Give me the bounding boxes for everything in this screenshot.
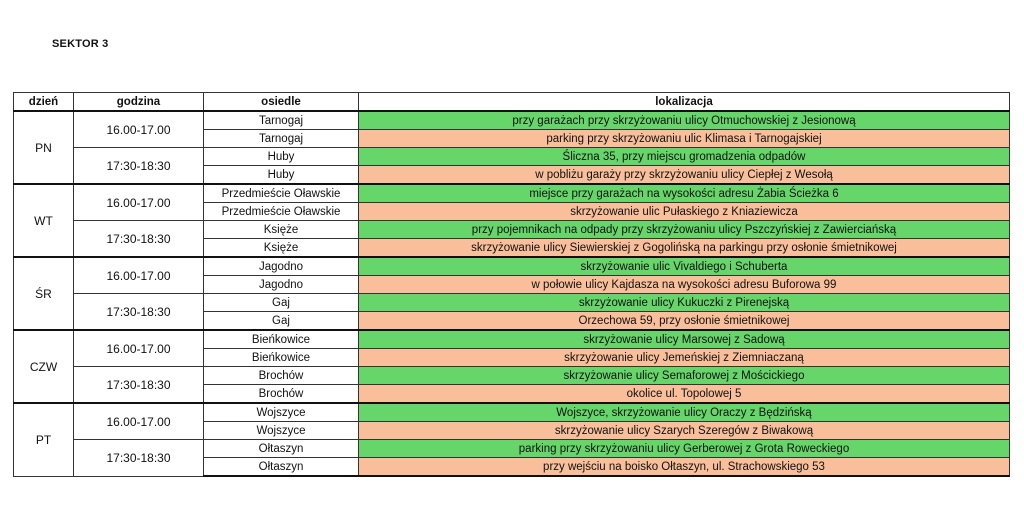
location-cell: przy pojemnikach na odpady przy skrzyżowaniu ulicy Pszczyńskiej z Zawierciańską [359, 221, 1010, 239]
location-cell: skrzyżowanie ulicy Siewierskiej z Gogolińską na parkingu przy osłonie śmietnikowej [359, 239, 1010, 258]
district-cell: Brochów [204, 385, 359, 404]
district-cell: Wojszyce [204, 422, 359, 440]
district-cell: Przedmieście Oławskie [204, 203, 359, 221]
district-cell: Jagodno [204, 257, 359, 276]
time-cell: 17:30-18:30 [74, 221, 204, 258]
location-cell: skrzyżowanie ulicy Marsowej z Sadową [359, 330, 1010, 349]
schedule-table [13, 92, 1010, 477]
district-cell: Brochów [204, 367, 359, 385]
table-row [14, 403, 1010, 422]
location-cell: okolice ul. Topolowej 5 [359, 385, 1010, 404]
district-cell: Księże [204, 221, 359, 239]
day-cell: PT [14, 403, 74, 476]
district-cell: Huby [204, 166, 359, 185]
table-row [14, 330, 1010, 349]
header-district: osiedle [204, 93, 359, 112]
time-cell: 17:30-18:30 [74, 294, 204, 331]
location-cell: skrzyżowanie ulicy Szarych Szeregów z Biwakową [359, 422, 1010, 440]
sector-title: SEKTOR 3 [52, 38, 109, 50]
time-cell: 16.00-17.00 [74, 403, 204, 440]
location-cell: skrzyżowanie ulicy Jemeńskiej z Ziemniaczaną [359, 349, 1010, 367]
day-cell: PN [14, 111, 74, 184]
time-cell: 17:30-18:30 [74, 367, 204, 404]
time-cell: 16.00-17.00 [74, 257, 204, 294]
table-row [14, 111, 1010, 130]
district-cell: Bieńkowice [204, 349, 359, 367]
header-row [14, 93, 1010, 112]
district-cell: Przedmieście Oławskie [204, 184, 359, 203]
district-cell: Tarnogaj [204, 130, 359, 148]
header-day: dzień [14, 93, 74, 112]
table-row [14, 367, 1010, 385]
district-cell: Ołtaszyn [204, 440, 359, 458]
location-cell: przy garażach przy skrzyżowaniu ulicy Otmuchowskiej z Jesionową [359, 111, 1010, 130]
district-cell: Ołtaszyn [204, 458, 359, 477]
time-cell: 16.00-17.00 [74, 330, 204, 367]
district-cell: Huby [204, 148, 359, 166]
location-cell: Orzechowa 59, przy osłonie śmietnikowej [359, 312, 1010, 331]
district-cell: Gaj [204, 312, 359, 331]
day-cell: WT [14, 184, 74, 257]
table-row [14, 440, 1010, 458]
time-cell: 17:30-18:30 [74, 148, 204, 185]
location-cell: przy wejściu na boisko Ołtaszyn, ul. Strachowskiego 53 [359, 458, 1010, 477]
district-cell: Tarnogaj [204, 111, 359, 130]
location-cell: skrzyżowanie ulic Pułaskiego z Kniaziewicza [359, 203, 1010, 221]
day-cell: ŚR [14, 257, 74, 330]
location-cell: Wojszyce, skrzyżowanie ulicy Oraczy z Będzińską [359, 403, 1010, 422]
header-time: godzina [74, 93, 204, 112]
district-cell: Księże [204, 239, 359, 258]
location-cell: miejsce przy garażach na wysokości adresu Żabia Ścieżka 6 [359, 184, 1010, 203]
location-cell: w połowie ulicy Kajdasza na wysokości adresu Buforowa 99 [359, 276, 1010, 294]
schedule-body [14, 111, 1010, 476]
location-cell: skrzyżowanie ulicy Kukuczki z Pirenejską [359, 294, 1010, 312]
table-row [14, 148, 1010, 166]
location-cell: w pobliżu garaży przy skrzyżowaniu ulicy Ciepłej z Wesołą [359, 166, 1010, 185]
header-location: lokalizacja [359, 93, 1010, 112]
time-cell: 16.00-17.00 [74, 111, 204, 148]
location-cell: parking przy skrzyżowaniu ulic Klimasa i Tarnogajskiej [359, 130, 1010, 148]
table-row [14, 184, 1010, 203]
location-cell: parking przy skrzyżowaniu ulicy Gerberowej z Grota Roweckiego [359, 440, 1010, 458]
district-cell: Jagodno [204, 276, 359, 294]
location-cell: skrzyżowanie ulic Vivaldiego i Schuberta [359, 257, 1010, 276]
district-cell: Bieńkowice [204, 330, 359, 349]
table-row [14, 257, 1010, 276]
district-cell: Gaj [204, 294, 359, 312]
location-cell: skrzyżowanie ulicy Semaforowej z Mościckiego [359, 367, 1010, 385]
district-cell: Wojszyce [204, 403, 359, 422]
table-row [14, 221, 1010, 239]
time-cell: 16.00-17.00 [74, 184, 204, 221]
day-cell: CZW [14, 330, 74, 403]
time-cell: 17:30-18:30 [74, 440, 204, 477]
location-cell: Śliczna 35, przy miejscu gromadzenia odpadów [359, 148, 1010, 166]
table-row [14, 294, 1010, 312]
